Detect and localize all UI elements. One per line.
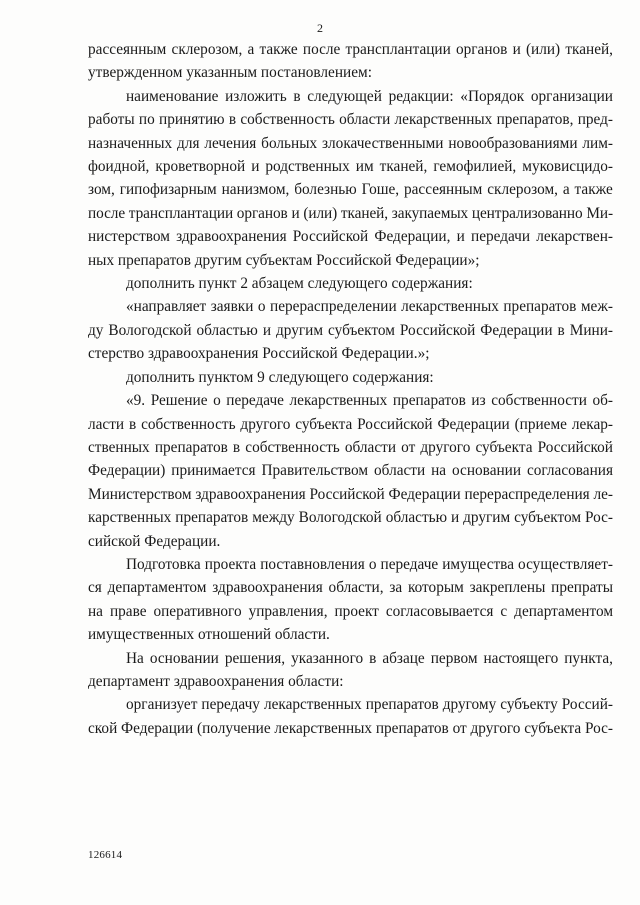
paragraph <box>88 272 613 295</box>
text-line: организует передачу лекарственных препаратов другому субъекту Россий- <box>126 696 613 714</box>
text-line: работы по принятию в собственность области лекарственных препаратов, пред- <box>88 111 613 129</box>
paragraph <box>88 295 613 365</box>
text-line: после трансплантации органов и (или) тканей, закупаемых централизованно Ми- <box>88 204 613 222</box>
paragraph <box>88 693 613 740</box>
text-line: рассеянным склерозом, а также после трансплантации органов и (или) тканей, <box>88 41 613 58</box>
text-line: Министерством здравоохранения Российской Федерации перераспределения ле- <box>88 485 613 503</box>
text-line: на праве оперативного управления, проект согласовывается с департаментом <box>88 602 613 620</box>
text-line: карственных препаратов между Вологодской областью и другим субъектом Рос- <box>88 509 613 527</box>
text-line: ду Вологодской областью и другим субъектом Российской Федерации в Мини- <box>88 321 613 339</box>
text-line: «9. Решение о передаче лекарственных препаратов из собственности об- <box>126 392 613 410</box>
text-line: ской Федерации (получение лекарственных препаратов от другого субъекта Рос- <box>88 719 614 737</box>
document-body <box>88 38 613 740</box>
text-line: наименование изложить в следующей редакции: «Порядок организации <box>126 87 613 105</box>
text-line: ственных препаратов в собственность области от другого субъекта Российской <box>88 438 613 456</box>
text-line: ных препаратов другим субъектам Российской Федерации»; <box>88 251 480 269</box>
text-line: фоидной, кроветворной и родственных им тканей, гемофилией, муковисцидо- <box>88 158 613 176</box>
paragraph <box>88 647 613 694</box>
text-line: Федерации) принимается Правительством области на основании согласования <box>88 462 613 480</box>
paragraph <box>88 389 613 553</box>
page-number: 2 <box>317 21 323 35</box>
document-code: 126614 <box>88 849 123 861</box>
text-line: ласти в собственность другого субъекта Российской Федерации (приеме лекар- <box>88 415 613 433</box>
text-line: ся департаментом здравоохранения области, за которым закреплены препраты <box>88 579 613 597</box>
text-line: стерство здравоохранения Российской Федерации.»; <box>88 345 430 363</box>
text-line: назначенных для лечения больных злокачественными новообразованиями лим- <box>88 134 613 152</box>
text-line: сийской Федерации. <box>88 532 221 550</box>
text-line: зом, гипофизарным нанизмом, болезнью Гоше, рассеянным склерозом, а также <box>88 181 613 199</box>
paragraph <box>88 553 613 647</box>
text-line: департамент здравоохранения области: <box>88 672 344 690</box>
text-line: Подготовка проекта поставновления о передаче имущества осуществляет- <box>126 555 613 573</box>
text-line: На основании решения, указанного в абзаце первом настоящего пункта, <box>126 649 613 667</box>
text-line: дополнить пунктом 9 следующего содержания: <box>126 368 434 386</box>
text-line: «направляет заявки о перераспределении лекарственных препаратов меж- <box>126 298 613 316</box>
paragraph <box>88 366 613 389</box>
text-line: утвержденном указанным постановлением: <box>88 64 372 82</box>
paragraph <box>88 85 613 272</box>
paragraph <box>88 38 613 85</box>
text-line: нистерством здравоохранения Российской Федерации, и передачи лекарствен- <box>88 228 613 246</box>
text-line: имущественных отношений области. <box>88 626 330 644</box>
text-line: дополнить пункт 2 абзацем следующего содержания: <box>126 275 473 293</box>
